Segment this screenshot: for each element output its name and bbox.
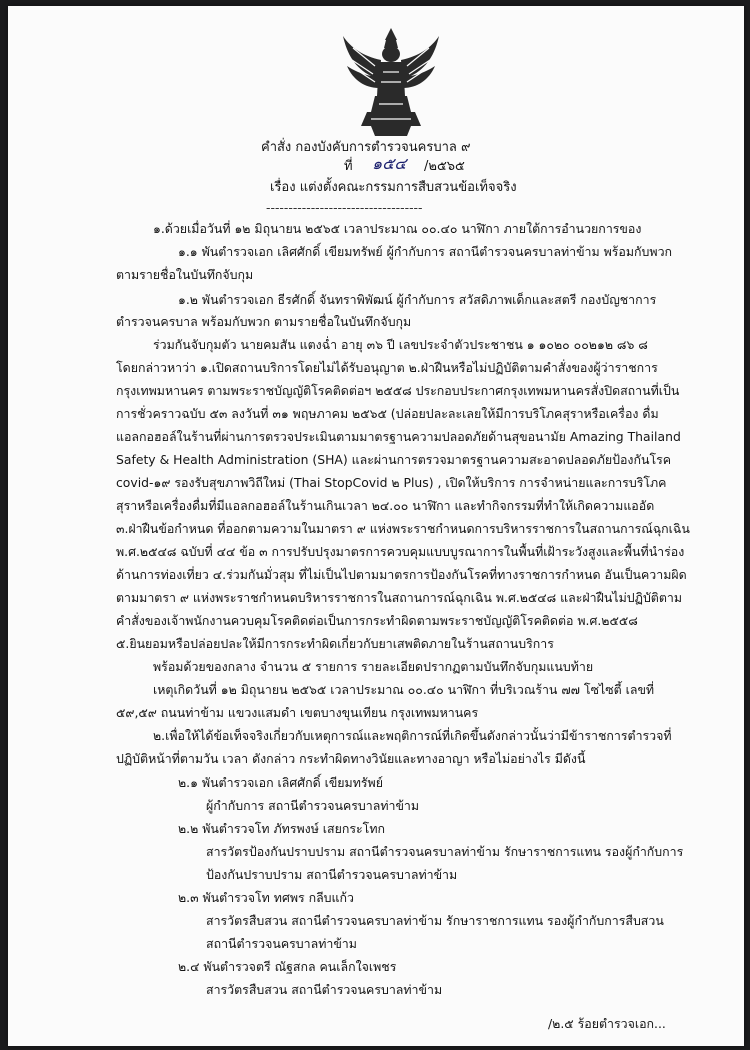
paragraph-1-line: ๑.ด้วยเมื่อวันที่ ๑๒ มิถุนายน ๒๕๖๕ เวลาประมาณ ๐๐.๔๐ นาฬิกา ภายใต้การอำนวยการของ [153, 221, 642, 236]
member-2-1-position: ผู้กำกับการ สถานีตำรวจนครบาลท่าข้าม [206, 798, 420, 813]
member-2-4-position: สารวัตรสืบสวน สถานีตำรวจนครบาลท่าข้าม [206, 982, 443, 997]
item-1-2: ๑.๒ พันตำรวจเอก ธีรศักดิ์ จันทราพิพัฒน์ ผู้กำกับการ สวัสดิภาพเด็กและสตรี กองบัญชาการ [178, 292, 657, 307]
member-2-2-position-cont: ป้องกันปราบปราม สถานีตำรวจนครบาลท่าข้าม [206, 867, 458, 882]
paragraph-2-line-2: ปฏิบัติหน้าที่ตามวัน เวลา ดังกล่าว กระทำผิดทางวินัยและทางอาญา หรือไม่อย่างไร มีดังนี้ [116, 751, 586, 766]
member-2-3: ๒.๓ พันตำรวจโท ทศพร กลีบแก้ว [178, 890, 354, 905]
charges-line-2: กรุงเทพมหานคร ตามพระราชบัญญัติโรคติดต่อฯ ๒๕๕๘ ประกอบประกาศกรุงเทพมหานครสั่งปิดสถานที่เป็น [116, 383, 680, 398]
charges-line-10: ด้านการท่องเที่ยว ๔.ร่วมกันมั่วสุม ที่ไม่เป็นไปตามมาตรการป้องกันโรคที่ทางราชการกำหนด อันเป็นความผิด [116, 567, 687, 582]
paragraph-2-line-1: ๒.เพื่อให้ได้ข้อเท็จจริงเกี่ยวกับเหตุการณ์และพฤติการณ์ที่เกิดขึ้นดังกล่าวนั้นว่ามีข้าราชการตำรวจที่ [153, 728, 672, 743]
charges-line-7: สุราหรือเครื่องดื่มที่มีแอลกอฮอล์ในร้านเกินเวลา ๒๔.๐๐ นาฬิกา และทำกิจกรรมที่ทำให้เกิดความแออัด [116, 498, 655, 513]
incident-line-2: ๕๙,๕๙ ถนนท่าข้าม แขวงแสมดำ เขตบางขุนเทียน กรุงเทพมหานคร [116, 705, 479, 720]
item-1-1-cont: ตามรายชื่อในบันทึกจับกุม [116, 267, 254, 282]
order-number-prefix: ที่ [344, 159, 353, 174]
charges-line-12: คำสั่งของเจ้าพนักงานควบคุมโรคติดต่อเป็นการกระทำผิดตามพระราชบัญญัติโรคติดต่อ พ.ศ.๒๕๕๘ [116, 613, 638, 628]
order-subject: เรื่อง แต่งตั้งคณะกรรมการสืบสวนข้อเท็จจริง [270, 180, 517, 195]
charges-line-9: พ.ศ.๒๕๔๘ ฉบับที่ ๔๔ ข้อ ๓ การปรับปรุงมาตรการควบคุมแบบบูรณาการในพื้นที่เฝ้าระวังสูงและพื้นที่นำร่อง [116, 544, 685, 559]
member-2-3-position: สารวัตรสืบสวน สถานีตำรวจนครบาลท่าข้าม รักษาราชการแทน รองผู้กำกับการสืบสวน [206, 913, 664, 928]
charges-line-6: covid-๑๙ รองรับสุขภาพวิถีใหม่ (Thai StopCovid ๒ Plus) , เปิดให้บริการ การจำหน่ายและการบริโภค [116, 475, 667, 490]
charges-line-13: ๕.ยินยอมหรือปล่อยปละให้มีการกระทำผิดเกี่ยวกับยาเสพติดภายในร้านสถานบริการ [116, 636, 554, 651]
charges-line-8: ๓.ฝ่าฝืนข้อกำหนด ที่ออกตามความในมาตรา ๙ แห่งพระราชกำหนดการบริหารราชการในสถานการณ์ฉุกเฉิน [116, 521, 690, 536]
charges-line-5: Safety & Health Administration (SHA) และผ่านการตรวจมาตรฐานความสะอาดปลอดภัยป้องกันโรค [116, 452, 672, 467]
order-heading: คำสั่ง กองบังคับการตำรวจนครบาล ๙ [261, 140, 471, 155]
charges-line-11: ตามมาตรา ๙ แห่งพระราชกำหนดบริหารราชการในสถานการณ์ฉุกเฉิน พ.ศ.๒๕๔๘ และฝ่าฝืนไม่ปฏิบัติตาม [116, 590, 683, 605]
incident-line-1: เหตุเกิดวันที่ ๑๒ มิถุนายน ๒๕๖๕ เวลาประมาณ ๐๐.๔๐ นาฬิกา ที่บริเวณร้าน ๗๗ โซไซตี้ เลขที่ [153, 682, 655, 697]
order-number-suffix: /๒๕๖๕ [424, 159, 465, 174]
charges-line-1: โดยกล่าวหาว่า ๑.เปิดสถานบริการโดยไม่ได้รับอนุญาต ๒.ฝ่าฝืนหรือไม่ปฏิบัติตามคำสั่งของผู้ว่าราชการ [116, 360, 658, 375]
charges-line-3: การชั่วคราวฉบับ ๕๓ ลงวันที่ ๓๑ พฤษภาคม ๒๕๖๕ (ปล่อยปละละเลยให้มีการบริโภคสุราหรือเครื่อง ดื่ม [116, 406, 659, 421]
item-1-1: ๑.๑ พันตำรวจเอก เลิศศักดิ์ เขียมทรัพย์ ผู้กำกับการ สถานีตำรวจนครบาลท่าข้าม พร้อมกับพวก [178, 244, 673, 259]
member-2-2: ๒.๒ พันตำรวจโท ภัทรพงษ์ เสยกระโทก [178, 821, 385, 836]
document-page [8, 6, 744, 1046]
member-2-1: ๒.๑ พันตำรวจเอก เลิศศักดิ์ เขียมทรัพย์ [178, 775, 383, 790]
member-2-4: ๒.๔ พันตำรวจตรี ณัฐสกล คนเล็กใจเพชร [178, 959, 397, 974]
member-2-3-position-cont: สถานีตำรวจนครบาลท่าข้าม [206, 936, 357, 951]
charges-line-4: แอลกอฮอล์ในร้านที่ผ่านการตรวจประเมินตามมาตรฐานความปลอดภัยด้านสุขอนามัย Amazing Thailand [116, 429, 681, 444]
continuation-note: /๒.๕ ร้อยตำรวจเอก... [548, 1016, 666, 1031]
member-2-2-position: สารวัตรป้องกันปราบปราม สถานีตำรวจนครบาลท่าข้าม รักษาราชการแทน รองผู้กำกับการ [206, 844, 684, 859]
order-number-handwritten: ๑๕๔ [372, 154, 407, 173]
arrest-line: ร่วมกันจับกุมตัว นายคมสัน แตงฉ่ำ อายุ ๓๖ ปี เลขประจำตัวประชาชน ๑ ๑๐๒๐ ๐๐๒๑๒ ๘๖ ๘ [153, 337, 648, 352]
evidence-line: พร้อมด้วยของกลาง จำนวน ๕ รายการ รายละเอียดปรากฏตามบันทึกจับกุมแนบท้าย [153, 659, 594, 674]
item-1-2-cont: ตำรวจนครบาล พร้อมกับพวก ตามรายชื่อในบันทึกจับกุม [116, 314, 412, 329]
header-separator: ----------------------------------- [266, 200, 423, 215]
garuda-emblem-icon [341, 26, 441, 138]
